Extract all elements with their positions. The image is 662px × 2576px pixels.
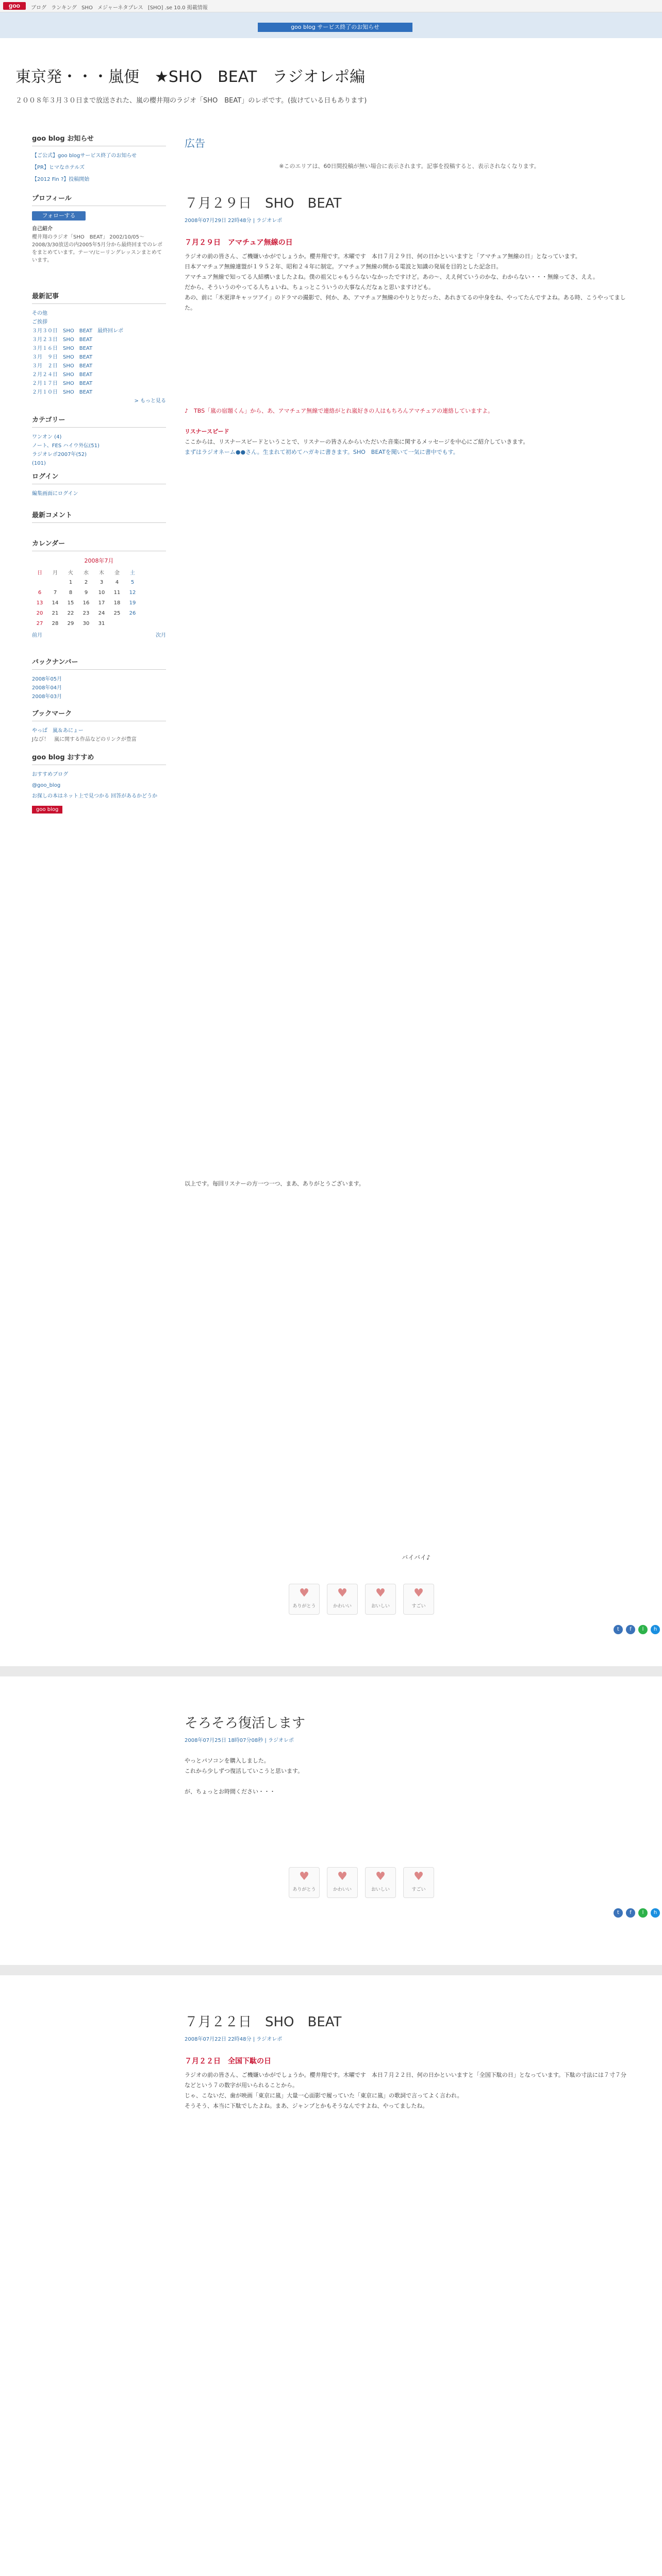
- entry-meta[interactable]: 2008年07月22日 22時48分 | ラジオレポ: [185, 2037, 283, 2042]
- top-link[interactable]: SHO: [81, 5, 93, 11]
- entry-title[interactable]: ７月２９日 SHO BEAT: [185, 196, 342, 211]
- reaction-great-button[interactable]: ♥ すごい: [403, 1584, 434, 1615]
- calendar-day: 25: [113, 610, 121, 616]
- entry-paragraph: そうそう、本当に下駄でしたよね。まあ、ジャンプとかもそうなんですよね、やってましたね。: [185, 2103, 428, 2109]
- calendar-day: 26: [129, 610, 136, 616]
- reaction-label: かわいい: [333, 1604, 352, 1609]
- reaction-tasty-button[interactable]: ♥ おいしい: [365, 1584, 396, 1615]
- main-content: [170, 126, 662, 1365]
- backnumber-link[interactable]: 2008年04月: [32, 685, 62, 691]
- reaction-label: すごい: [411, 1887, 426, 1892]
- recent-post-link[interactable]: ２月１０日 SHO BEAT: [32, 389, 93, 395]
- entry-paragraph: ラジオの前の皆さん、ご機嫌いかがでしょうか。櫻井翔です。木曜です 本日７月２２日、何の日かといいますと「全国下駄の日」となっています。下駄の寸法には７寸７分などという７の数字が用いられることから。: [185, 2072, 626, 2089]
- blog-description: ２００８年３月３０日まで放送された、嵐の櫻井翔のラジオ「SHO BEAT」のレポです。(抜けている日もあります): [15, 97, 367, 105]
- calendar-day: 5: [130, 579, 135, 585]
- profile-label: 自己紹介: [32, 226, 53, 232]
- calendar-day: 22: [67, 610, 74, 616]
- calendar-day: 21: [52, 610, 59, 616]
- calendar-day: 27: [36, 620, 43, 626]
- share-hatena-icon[interactable]: h: [651, 1625, 660, 1634]
- notice-banner-area: [0, 12, 662, 38]
- calendar-day: 15: [67, 600, 74, 606]
- recent-post-link[interactable]: ３月３０日 SHO BEAT 最終回レポ: [32, 328, 124, 334]
- reaction-cute-button[interactable]: ♥ かわいい: [327, 1867, 358, 1898]
- calendar-day: 10: [98, 589, 105, 596]
- listener-speed-label: リスナースピード: [185, 428, 229, 435]
- share-line-icon[interactable]: l: [638, 1908, 648, 1918]
- top-link[interactable]: ランキング: [51, 5, 77, 11]
- recent-posts-section: [32, 291, 166, 405]
- calendar-day: [109, 618, 125, 629]
- listener-message: まずはラジオネーム●●さん。生まれて初めてハガキに書きます。SHO BEATを聞いて一気に書中でもす。: [185, 449, 459, 455]
- entry-paragraph: あの、前に「木更津キャッツアイ」のドラマの撮影で、何か、あ、アマチュア無線のやりとりだった、あれきてるの中身をね、やってたんですよね。ある時、こうやってました。: [185, 294, 626, 311]
- calendar-day: 23: [82, 610, 90, 616]
- calendar-day: 11: [113, 589, 121, 596]
- recent-post-link[interactable]: ３月２３日 SHO BEAT: [32, 337, 93, 343]
- entry-section-heading: [185, 427, 628, 437]
- recent-post-link[interactable]: その他: [32, 311, 47, 316]
- blog-header: [0, 38, 662, 126]
- calendar-day: 18: [113, 600, 121, 606]
- entry-paragraph: ラジオの前の皆さん、ご機嫌いかがでしょうか。櫻井翔です。木曜です 本日７月２９日、何の日かといいますと「アマチュア無線の日」となっています。: [185, 253, 581, 260]
- ad-label: 広告: [185, 137, 205, 149]
- share-twitter-icon[interactable]: t: [614, 1908, 623, 1918]
- ad-notice: ※このエリアは、60日間投稿が無い場合に表示されます。記事を投稿すると、表示されなくなります。: [279, 163, 540, 170]
- profile-heading: プロフィール: [32, 193, 166, 206]
- bye-text: バイバイ♪: [402, 1554, 431, 1561]
- calendar-day: 17: [98, 600, 105, 606]
- entry-0: [185, 193, 628, 1189]
- entry-paragraph: 日本アマチュア無線連盟が１９５２年、昭和２４年に制定。アマチュア無線の開かる電波と知識の発展を目的とした記念日。: [185, 263, 502, 270]
- reaction-thanks-button[interactable]: ♥ ありがとう: [289, 1867, 320, 1898]
- bookmark-section: [32, 708, 166, 744]
- prev-month-link[interactable]: 前月: [32, 633, 42, 638]
- entry-meta[interactable]: 2008年07月25日 18時07分08秒 | ラジオレポ: [185, 1738, 294, 1743]
- weekday-label: 水: [84, 570, 89, 576]
- entry-paragraph: 以上です。毎回リスナーの方一つ一つ、まあ、ありがとうございます。: [185, 1180, 365, 1187]
- login-section: [32, 471, 166, 498]
- weekday-label: 木: [99, 570, 104, 576]
- calendar-month: 2008年7月: [84, 557, 114, 564]
- entry-paragraph: これから少しずつ復活していこうと思います。: [185, 1768, 304, 1774]
- bookmark-link[interactable]: やっぱ 嵐＆あにょー: [32, 728, 84, 734]
- backnumber-link[interactable]: 2008年05月: [32, 676, 62, 682]
- calendar-day: 6: [38, 589, 42, 596]
- calendar-day: [125, 618, 140, 629]
- calendar-table: [32, 567, 140, 629]
- recent-posts-heading: 最新記事: [32, 291, 166, 304]
- calendar-day: 3: [100, 579, 104, 585]
- share-twitter-icon[interactable]: t: [614, 1625, 623, 1634]
- calendar-day: 24: [98, 610, 105, 616]
- recommend-link[interactable]: おすすめブログ: [32, 772, 69, 777]
- calendar-day: 16: [82, 600, 90, 606]
- calendar-nav: [32, 631, 166, 638]
- calendar-day: 1: [69, 579, 73, 585]
- calendar-day: 4: [115, 579, 119, 585]
- follow-button[interactable]: フォローする: [32, 211, 86, 221]
- calendar-day: 31: [98, 620, 105, 626]
- calendar-day: [32, 577, 47, 587]
- recent-post-link[interactable]: ３月 ９日 SHO BEAT: [32, 354, 93, 360]
- category-link[interactable]: (101): [32, 461, 46, 466]
- goo-logo[interactable]: goo: [3, 2, 26, 10]
- profile-bio: 櫻井翔のラジオ「SHO BEAT」 2002/10/05〜2008/3/30放送の内2005年5月分から最終回までのレポをまとめています。テーマ/ヒーリングレッスンまとめています。: [32, 234, 163, 263]
- calendar-day: 14: [52, 600, 59, 606]
- share-row: [614, 1908, 660, 1918]
- goo-recommend-heading: goo blog おすすめ: [32, 752, 166, 765]
- category-link[interactable]: ラジオレポ2007年(52): [32, 452, 87, 457]
- blog-page: [0, 38, 662, 2576]
- calendar-day: 28: [52, 620, 59, 626]
- calendar-day: 12: [129, 589, 136, 596]
- bookmark-link[interactable]: Jなび！ 嵐に関する作品などのリンクが豊富: [32, 737, 137, 742]
- category-section: [32, 414, 166, 468]
- top-link[interactable]: ブログ: [31, 5, 46, 11]
- reaction-great-button[interactable]: ♥ すごい: [403, 1867, 434, 1898]
- top-link[interactable]: メジャーネタプレス: [97, 5, 143, 11]
- entry-meta[interactable]: 2008年07月29日 22時48分 | ラジオレポ: [185, 218, 283, 224]
- more-posts-link[interactable]: > もっと見る: [134, 398, 166, 404]
- calendar-heading: カレンダー: [32, 538, 166, 551]
- reaction-cute-button[interactable]: ♥ かわいい: [327, 1584, 358, 1615]
- recent-post-link[interactable]: ３月 ２日 SHO BEAT: [32, 363, 93, 369]
- next-month-link[interactable]: 次月: [156, 633, 166, 638]
- entry-title[interactable]: ７月２２日 SHO BEAT: [185, 2014, 342, 2030]
- category-link[interactable]: ノート、FES ハイウ外伝(51): [32, 443, 100, 449]
- recent-post-link[interactable]: ３月１６日 SHO BEAT: [32, 346, 93, 351]
- reaction-label: おいしい: [371, 1604, 390, 1609]
- entry-subtitle: ７月２９日 アマチュア無線の日: [185, 239, 293, 247]
- entry-1: [0, 1676, 662, 1965]
- recent-post-link[interactable]: ２月２４日 SHO BEAT: [32, 372, 93, 378]
- share-hatena-icon[interactable]: h: [651, 1908, 660, 1918]
- reaction-row: [289, 1584, 434, 1615]
- goo-notice-item[interactable]: 【ご公式】goo blogサービス終了のお知らせ: [32, 153, 137, 159]
- goo-notice-section: [32, 133, 166, 184]
- goo-notice-item[interactable]: 【2012 Fin ?】投稿開始: [32, 177, 90, 182]
- reaction-label: すごい: [411, 1604, 426, 1609]
- goo-recommend-section: [32, 752, 166, 814]
- entry-paragraph: ここからは、リスナースピードということで、リスナーの皆さんからいただいた音楽に関するメッセージを中心にご紹介していきます。: [185, 438, 529, 445]
- entry-paragraph: じゃ、こないだ、歯が映画「東京に嵐」大量一心面影で履っていた「東京に嵐」の歌詞で言ってよく言われ。: [185, 2092, 463, 2099]
- share-row: [614, 1625, 660, 1634]
- weekday-label: 土: [130, 570, 135, 576]
- category-heading: カテゴリー: [32, 414, 166, 428]
- reaction-tasty-button[interactable]: ♥ おいしい: [365, 1867, 396, 1898]
- weekday-label: 日: [37, 570, 42, 576]
- reaction-label: ありがとう: [292, 1604, 316, 1609]
- entry-paragraph: やっとパソコンを購入しました。: [185, 1757, 270, 1764]
- recommend-link[interactable]: @goo_blog: [32, 783, 61, 788]
- calendar-day: 9: [84, 589, 88, 596]
- backnumber-link[interactable]: 2008年03月: [32, 694, 62, 700]
- goo-notice-heading: goo blog お知らせ: [32, 133, 166, 146]
- entry-paragraph: アマチュア無線で知ってる人結構いましたよね。僕の祖父じゃもうらないなかったですけど。あの〜、ええ何ていうのかな、わからない・・・無線ってさ、ええ。: [185, 274, 599, 280]
- top-navigation-bar: [0, 0, 662, 12]
- reaction-row: [289, 1867, 434, 1898]
- top-links: [31, 3, 211, 11]
- calendar-day: 8: [69, 589, 73, 596]
- calendar-day: 30: [82, 620, 90, 626]
- goo-notice-item[interactable]: 【PR】ヒマなホテルズ: [32, 165, 85, 171]
- calendar-day: 20: [36, 610, 43, 616]
- recent-post-link[interactable]: ２月１７日 SHO BEAT: [32, 381, 93, 386]
- share-facebook-icon[interactable]: f: [626, 1625, 635, 1634]
- weekday-label: 月: [53, 570, 58, 576]
- service-end-notice[interactable]: goo blog サービス終了のお知らせ: [258, 23, 412, 32]
- calendar-day: 13: [36, 600, 43, 606]
- entry-paragraph: だから、そういうのやってる人ちょいね、ちょっとこういうの大事なんだなぁと思いますけども。: [185, 284, 434, 291]
- entry-0-continuation: [0, 1285, 662, 1666]
- latest-comments-section: [32, 510, 166, 528]
- calendar-day: [47, 577, 63, 587]
- calendar-day: 29: [67, 620, 74, 626]
- login-link[interactable]: 編集画面にログイン: [32, 491, 78, 497]
- entry-2: [0, 1975, 662, 2576]
- entry-title[interactable]: そろそろ復活します: [185, 1716, 306, 1731]
- backnumber-section: [32, 656, 166, 701]
- share-facebook-icon[interactable]: f: [626, 1908, 635, 1918]
- share-line-icon[interactable]: l: [638, 1625, 648, 1634]
- weekday-label: 火: [68, 570, 73, 576]
- reaction-label: ありがとう: [292, 1887, 316, 1892]
- recent-post-link[interactable]: ご挨拶: [32, 319, 47, 325]
- goo-blog-badge[interactable]: goo blog: [32, 806, 62, 814]
- calendar-day: 19: [129, 600, 136, 606]
- latest-comments-heading: 最新コメント: [32, 510, 166, 523]
- reaction-thanks-button[interactable]: ♥ ありがとう: [289, 1584, 320, 1615]
- sidebar: [0, 126, 170, 1362]
- backnumber-heading: バックナンバー: [32, 656, 166, 670]
- login-heading: ログイン: [32, 471, 166, 484]
- weekday-label: 金: [114, 570, 120, 576]
- entry-highlight: ♪ TBS「嵐の宿題くん」から、あ、アマチュア無線で連絡がとれ嵐好きの人はもちろんアマチュアの連絡していますよ。: [185, 408, 493, 414]
- calendar-day: 7: [53, 589, 57, 596]
- calendar-section: [32, 538, 166, 638]
- entry-subtitle: ７月２２日 全国下駄の日: [185, 2057, 271, 2065]
- top-link[interactable]: [SHO] .se 10.0 掲載情報: [147, 5, 208, 11]
- reaction-label: かわいい: [333, 1887, 352, 1892]
- bookmark-heading: ブックマーク: [32, 708, 166, 721]
- profile-section: [32, 193, 166, 264]
- entry-paragraph: が、ちょっとお時間ください・・・: [185, 1788, 275, 1795]
- category-link[interactable]: ワンオン (4): [32, 434, 62, 440]
- calendar-day: 2: [84, 579, 88, 585]
- blog-title[interactable]: 東京発・・・嵐便 ★SHO BEAT ラジオレポ編: [15, 68, 366, 86]
- recommend-link[interactable]: お探しの本はネット上で見つかる 回答があるかどうか: [32, 793, 158, 799]
- reaction-label: おいしい: [371, 1887, 390, 1892]
